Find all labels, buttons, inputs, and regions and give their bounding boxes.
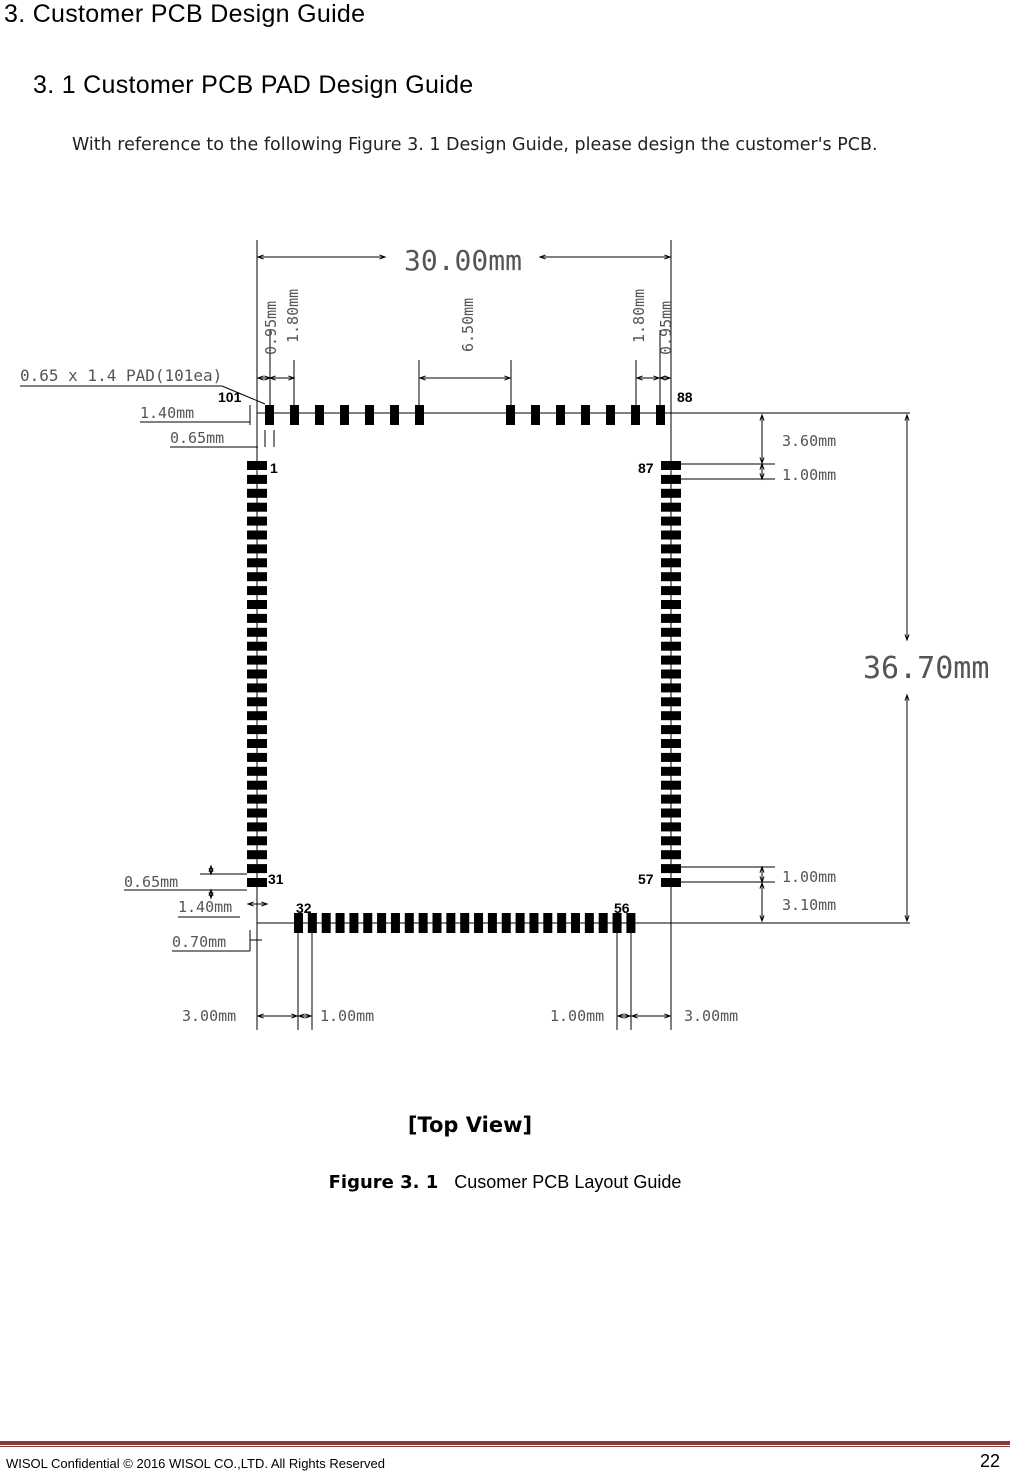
top-left-offset-label: 0.95mm	[262, 300, 280, 355]
pcb-pad	[247, 753, 267, 762]
pcb-pad	[247, 739, 267, 748]
pcb-pad	[247, 683, 267, 692]
pcb-pad	[556, 405, 565, 425]
page-number: 22	[979, 1451, 1000, 1471]
bottom-left-offset-label: 3.00mm	[182, 1007, 237, 1025]
pcb-pad	[290, 405, 299, 425]
bottom-right-offset-label: 3.00mm	[684, 1007, 739, 1025]
pcb-pad	[557, 913, 566, 933]
pcb-pad	[247, 697, 267, 706]
pcb-pad	[247, 725, 267, 734]
pad-spec-label: 0.65 x 1.4 PAD(101ea)	[20, 366, 223, 385]
pcb-pad	[613, 913, 622, 933]
pcb-pad	[631, 405, 640, 425]
pcb-layout-figure	[0, 225, 1010, 1055]
pin-label-87: 87	[638, 460, 654, 476]
pcb-pad	[247, 475, 267, 484]
pcb-pad	[661, 572, 681, 581]
pcb-pad	[488, 913, 497, 933]
footer-rule-thin	[0, 1446, 1010, 1447]
pcb-pad	[606, 405, 615, 425]
pcb-pad	[247, 656, 267, 665]
caption-text: Cusomer PCB Layout Guide	[454, 1172, 682, 1192]
figure-caption	[0, 1172, 1010, 1193]
pcb-pad	[661, 586, 681, 595]
pcb-pad	[247, 850, 267, 859]
pcb-pad	[247, 600, 267, 609]
pcb-pad	[377, 913, 386, 933]
pad-length-top-label: 1.40mm	[140, 404, 195, 422]
pin-label-31: 31	[268, 871, 284, 887]
pcb-pad	[661, 614, 681, 623]
pcb-pad	[661, 864, 681, 873]
top-left-pitch-label: 1.80mm	[284, 288, 302, 343]
top-right-offset-label: 0.95mm	[657, 300, 675, 355]
right-top-pitch-label: 1.00mm	[782, 466, 837, 484]
pcb-pad	[661, 795, 681, 804]
pcb-pad	[581, 405, 590, 425]
pcb-pad	[661, 600, 681, 609]
view-label: [Top View]	[407, 1113, 533, 1137]
pcb-pad	[661, 628, 681, 637]
pcb-pad	[247, 670, 267, 679]
pcb-pad	[661, 489, 681, 498]
section-title: 3. Customer PCB Design Guide	[4, 0, 366, 28]
pcb-pad	[247, 489, 267, 498]
pcb-pad	[661, 461, 681, 470]
pcb-pad	[265, 405, 274, 425]
pcb-pad	[247, 517, 267, 526]
pcb-pad	[365, 405, 374, 425]
pcb-pad	[661, 683, 681, 692]
pin-label-101: 101	[218, 389, 242, 405]
pcb-pad	[661, 697, 681, 706]
pin-label-1: 1	[270, 460, 278, 476]
pcb-pad	[516, 913, 525, 933]
pcb-pad	[474, 913, 483, 933]
pcb-pad	[661, 558, 681, 567]
pcb-pad	[661, 809, 681, 818]
pcb-pad	[661, 753, 681, 762]
left-pad-length-label: 1.40mm	[178, 898, 233, 916]
pcb-pad	[661, 656, 681, 665]
pcb-pad	[247, 781, 267, 790]
pcb-pad	[247, 642, 267, 651]
pcb-pad	[336, 913, 345, 933]
subsection-title: 3. 1 Customer PCB PAD Design Guide	[33, 71, 474, 99]
pcb-pad	[247, 531, 267, 540]
footer-rule	[0, 1441, 1010, 1445]
pcb-pad	[247, 544, 267, 553]
left-pad-width-label: 0.65mm	[124, 873, 179, 891]
intro-paragraph: With reference to the following Figure 3. 1 Design Guide, please design the customer's PCB.	[72, 135, 878, 155]
pcb-pad	[543, 913, 552, 933]
pcb-pad	[661, 822, 681, 831]
pcb-pad	[661, 544, 681, 553]
right-bottom-offset-label: 3.10mm	[782, 896, 837, 914]
pcb-pad	[661, 878, 681, 887]
pad-width-top-label: 0.65mm	[170, 429, 225, 447]
pcb-pad	[405, 913, 414, 933]
pin-label-56: 56	[614, 900, 630, 916]
pcb-pad	[247, 572, 267, 581]
pcb-pad	[433, 913, 442, 933]
pcb-pad	[247, 864, 267, 873]
pcb-pad	[661, 531, 681, 540]
caption-number: Figure 3. 1	[328, 1172, 439, 1193]
pcb-pad	[247, 836, 267, 845]
pcb-pad	[661, 670, 681, 679]
right-bottom-pitch-label: 1.00mm	[782, 868, 837, 886]
pcb-pad	[661, 642, 681, 651]
total-height-label: 36.70mm	[863, 651, 990, 686]
pcb-pad	[247, 711, 267, 720]
pcb-pad	[247, 628, 267, 637]
footer-copyright: WISOL Confidential © 2016 WISOL CO.,LTD. All Rights Reserved	[6, 1456, 386, 1471]
pcb-pad	[585, 913, 594, 933]
pcb-pad	[247, 461, 267, 470]
pcb-pad	[415, 405, 424, 425]
pcb-pad	[502, 913, 511, 933]
pcb-pad	[247, 795, 267, 804]
pcb-pad	[599, 913, 608, 933]
pcb-pad	[247, 878, 267, 887]
pcb-pad	[247, 614, 267, 623]
top-gap-label: 6.50mm	[459, 297, 477, 352]
pcb-pad	[247, 503, 267, 512]
pcb-pad	[661, 739, 681, 748]
pcb-pad	[661, 475, 681, 484]
pcb-pad	[460, 913, 469, 933]
pin-label-57: 57	[638, 871, 654, 887]
pin-label-88: 88	[677, 389, 693, 405]
left-edge-offset-label: 0.70mm	[172, 933, 227, 951]
pcb-pad	[390, 405, 399, 425]
right-top-offset-label: 3.60mm	[782, 432, 837, 450]
pcb-pad	[315, 405, 324, 425]
pcb-pad	[661, 767, 681, 776]
pcb-pad	[506, 405, 515, 425]
pcb-pad	[661, 517, 681, 526]
pcb-pad	[661, 781, 681, 790]
pcb-pad	[661, 836, 681, 845]
pcb-pad	[661, 503, 681, 512]
bottom-right-pitch-label: 1.00mm	[550, 1007, 605, 1025]
pin-label-32: 32	[296, 900, 312, 916]
pcb-pad	[247, 586, 267, 595]
pcb-layout-drawing	[0, 225, 1010, 1055]
pcb-pad	[349, 913, 358, 933]
pcb-pad	[247, 822, 267, 831]
pcb-pad	[308, 913, 317, 933]
pcb-pad	[661, 711, 681, 720]
pcb-pad	[626, 913, 635, 933]
pcb-pad	[529, 913, 538, 933]
pcb-pad	[446, 913, 455, 933]
pcb-pad	[531, 405, 540, 425]
pcb-pad	[247, 767, 267, 776]
pcb-pad	[571, 913, 580, 933]
pcb-pad	[322, 913, 331, 933]
pcb-pad	[419, 913, 428, 933]
pcb-pad	[661, 850, 681, 859]
top-right-pitch-label: 1.80mm	[630, 288, 648, 343]
pcb-pad	[247, 558, 267, 567]
total-width-label: 30.00mm	[403, 244, 523, 277]
pcb-pad	[363, 913, 372, 933]
bottom-left-pitch-label: 1.00mm	[320, 1007, 375, 1025]
pcb-pad	[656, 405, 665, 425]
pcb-pad	[661, 725, 681, 734]
pcb-pad	[340, 405, 349, 425]
pcb-pad	[391, 913, 400, 933]
pcb-pad	[294, 913, 303, 933]
pcb-pad	[247, 809, 267, 818]
